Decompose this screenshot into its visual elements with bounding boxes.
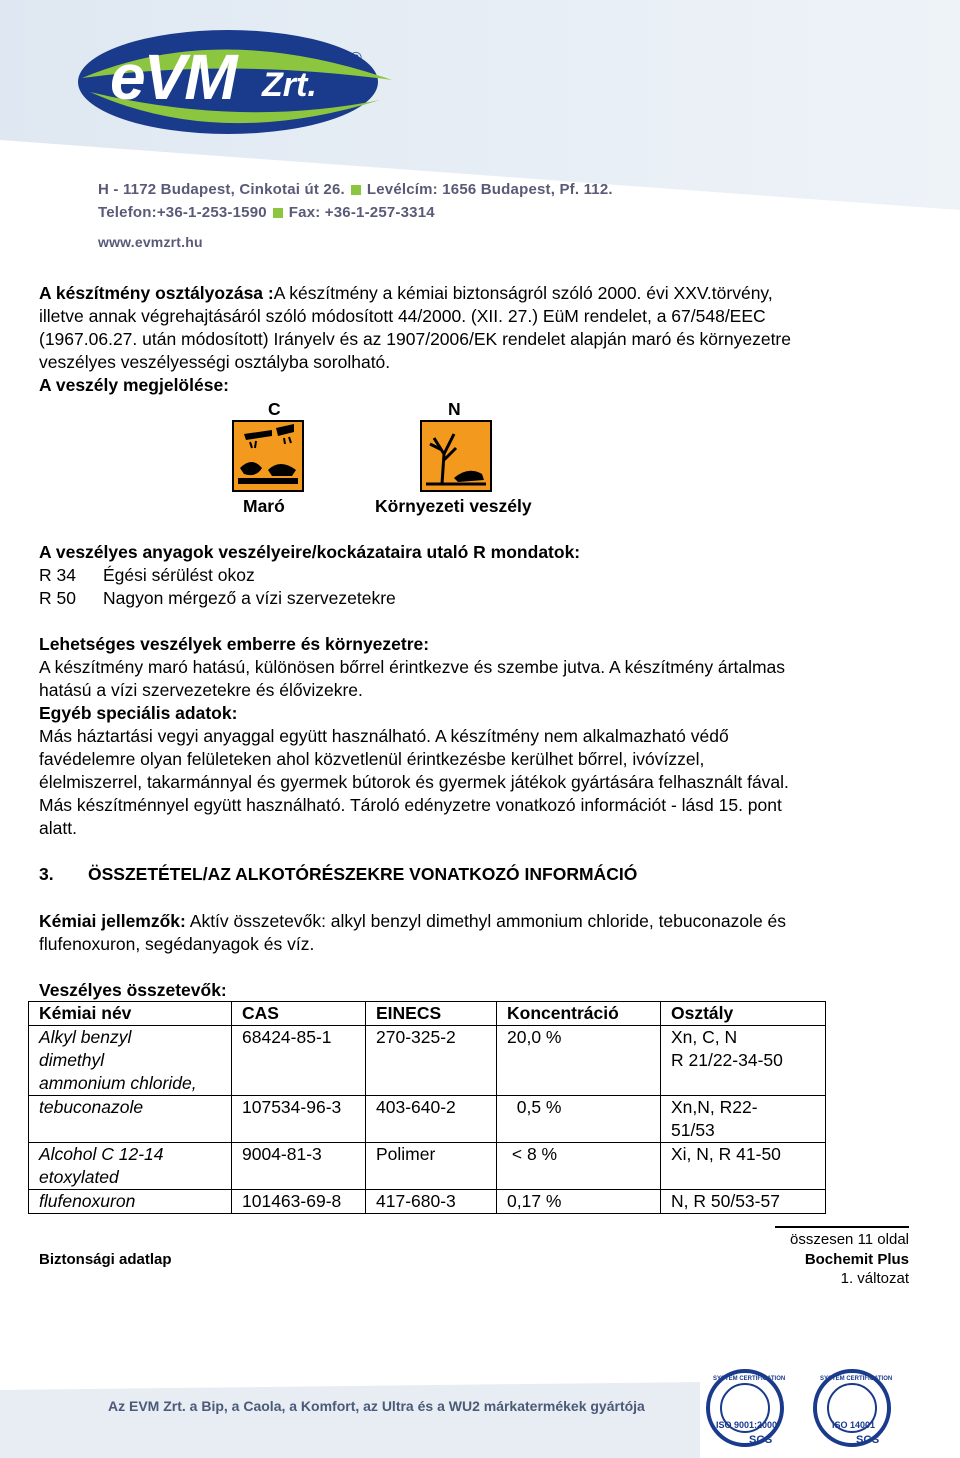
cell-name: flufenoxuron (29, 1190, 232, 1214)
column-header: Koncentráció (497, 1002, 661, 1026)
bottom-band (0, 1360, 960, 1458)
column-header: EINECS (366, 1002, 497, 1026)
cert-iso-14001: ISO 14001 (832, 1420, 876, 1430)
classification-line2: illetve annak végrehajtásáról szóló módosított 44/2000. (XII. 27.) EüM rendelet, a 67/548/EEC (39, 306, 766, 326)
table-row (29, 1143, 826, 1190)
hazard-heading: A veszély megjelölése: (39, 375, 230, 395)
footer-pages: összesen 11 oldal (790, 1231, 909, 1248)
bottom-tagline: Az EVM Zrt. a Bip, a Caola, a Komfort, az Ultra és a WU2 márkatermékek gyártója (108, 1398, 645, 1414)
logo-main: eVM (110, 41, 236, 113)
website[interactable]: www.evmzrt.hu (98, 234, 203, 250)
footer-product: Bochemit Plus (804, 1251, 909, 1268)
hazardous-components-heading: Veszélyes összetevők: (39, 980, 227, 1000)
other-info-line5: alatt. (39, 818, 77, 838)
classification-line1 (39, 282, 773, 305)
cell-name: Alkyl benzyl dimethyl ammonium chloride, (29, 1026, 232, 1096)
table-row (29, 1190, 826, 1214)
cell-concentration: < 8 % (497, 1143, 661, 1190)
possible-hazards-line1: A készítmény maró hatású, különösen bőrrel érintkezve és szembe jutva. A készítmény ártalmas (39, 657, 786, 677)
r-phrase-text: Nagyon mérgező a vízi szervezetekre (103, 588, 396, 608)
cell-concentration: 0,5 % (497, 1096, 661, 1143)
classification-label: A készítmény osztályozása : (39, 283, 274, 303)
cell-class: Xn, C, N R 21/22-34-50 (661, 1026, 826, 1096)
cell-class: Xn,N, R22- 51/53 (661, 1096, 826, 1143)
r-phrase-code: R 50 (39, 588, 76, 608)
symbol-letter-c: C (268, 399, 281, 419)
cell-cas: 68424-85-1 (232, 1026, 366, 1096)
caption-corrosive: Maró (243, 496, 285, 516)
table-header-row (29, 1002, 826, 1026)
cell-name: Alcohol C 12-14 etoxylated (29, 1143, 232, 1190)
cell-einecs: 417-680-3 (366, 1190, 497, 1214)
other-info-heading: Egyéb speciális adatok: (39, 703, 238, 723)
symbol-letter-n: N (448, 399, 461, 419)
contact-row (98, 204, 435, 221)
logo-registered: ® (350, 50, 362, 67)
possible-hazards-line2: hatású a vízi szervezetekre és élővizekre. (39, 680, 363, 700)
other-info-line3: élelmiszerrel, takarmánnyal és gyermek bútorok és gyermek játékok gyártására felhasznált fával. (39, 772, 789, 792)
letterhead-background (0, 0, 960, 260)
r-phrase-code: R 34 (39, 565, 76, 585)
classification-line3: (1967.06.27. után módosított) Irányelv és az 1907/2006/EK rendelet alapján maró és környezetre (39, 329, 791, 349)
r-phrases-heading: A veszélyes anyagok veszélyeire/kockázataira utaló R mondatok: (39, 542, 581, 562)
other-info-line2: favédelemre olyan felületeken ahol közvetlenül érintkezésbe kerülhet bőrrel, ivóvízzel, (39, 749, 705, 769)
cell-class: Xi, N, R 41-50 (661, 1143, 826, 1190)
r-phrase-text: Égési sérülést okoz (103, 565, 255, 585)
chem-label: Kémiai jellemzők: (39, 911, 186, 931)
section-title: ÖSSZETÉTEL/AZ ALKOTÓRÉSZEKRE VONATKOZÓ INFORMÁCIÓ (88, 864, 638, 884)
column-header: Osztály (661, 1002, 826, 1026)
cell-cas: 101463-69-8 (232, 1190, 366, 1214)
cert-iso-9001: ISO 9001:2000 (716, 1420, 778, 1430)
cell-concentration: 20,0 % (497, 1026, 661, 1096)
classification-text: A készítmény a kémiai biztonságról szóló 2000. évi XXV.törvény, (273, 283, 773, 303)
cert-top-text: SYSTEM CERTIFICATION (713, 1376, 786, 1382)
bullet-square-icon (273, 208, 283, 218)
column-header: Kémiai név (29, 1002, 232, 1026)
cell-class: N, R 50/53-57 (661, 1190, 826, 1214)
bullet-square-icon (351, 185, 361, 195)
possible-hazards-heading: Lehetséges veszélyek emberre és környezetre: (39, 634, 430, 654)
section-number: 3. (39, 864, 54, 884)
cert-org: SGS (749, 1434, 773, 1446)
cell-einecs: Polimer (366, 1143, 497, 1190)
logo-suffix: Zrt. (262, 66, 317, 104)
phone: Telefon:+36-1-253-1590 (98, 204, 267, 221)
cert-top-text: SYSTEM CERTIFICATION (820, 1376, 893, 1382)
classification-line4: veszélyes veszélyességi osztályba sorolható. (39, 352, 391, 372)
other-info-line1: Más háztartási vegyi anyaggal együtt használható. A készítmény nem alkalmazható védő (39, 726, 729, 746)
corrosive-icon (232, 420, 304, 492)
environment-hazard-icon (420, 420, 492, 492)
address: H - 1172 Budapest, Cinkotai út 26. (98, 181, 345, 198)
chem-line2: flufenoxuron, segédanyagok és víz. (39, 934, 315, 954)
fax: Fax: +36-1-257-3314 (288, 204, 435, 221)
cell-cas: 107534-96-3 (232, 1096, 366, 1143)
address-row (98, 181, 613, 198)
column-header: CAS (232, 1002, 366, 1026)
footer-version: 1. változat (840, 1270, 909, 1287)
components-table (28, 1001, 826, 1214)
cell-concentration: 0,17 % (497, 1190, 661, 1214)
cert-org: SGS (856, 1434, 880, 1446)
table-row (29, 1096, 826, 1143)
caption-environment: Környezeti veszély (375, 496, 532, 516)
table-row (29, 1026, 826, 1096)
footer-rule (775, 1226, 909, 1228)
cell-name: tebuconazole (29, 1096, 232, 1143)
footer-doc-type: Biztonsági adatlap (39, 1251, 172, 1268)
letterhead (0, 0, 960, 260)
cell-cas: 9004-81-3 (232, 1143, 366, 1190)
other-info-line4: Más készítménnyel együtt használható. Tároló edényzetre vonatkozó információt - lásd 15. pont (39, 795, 782, 815)
mail-address: Levélcím: 1656 Budapest, Pf. 112. (366, 181, 613, 198)
cell-einecs: 270-325-2 (366, 1026, 497, 1096)
cell-einecs: 403-640-2 (366, 1096, 497, 1143)
chem-text: Aktív összetevők: alkyl benzyl dimethyl ammonium chloride, tebuconazole és (185, 911, 787, 931)
chem-line1 (39, 910, 786, 933)
